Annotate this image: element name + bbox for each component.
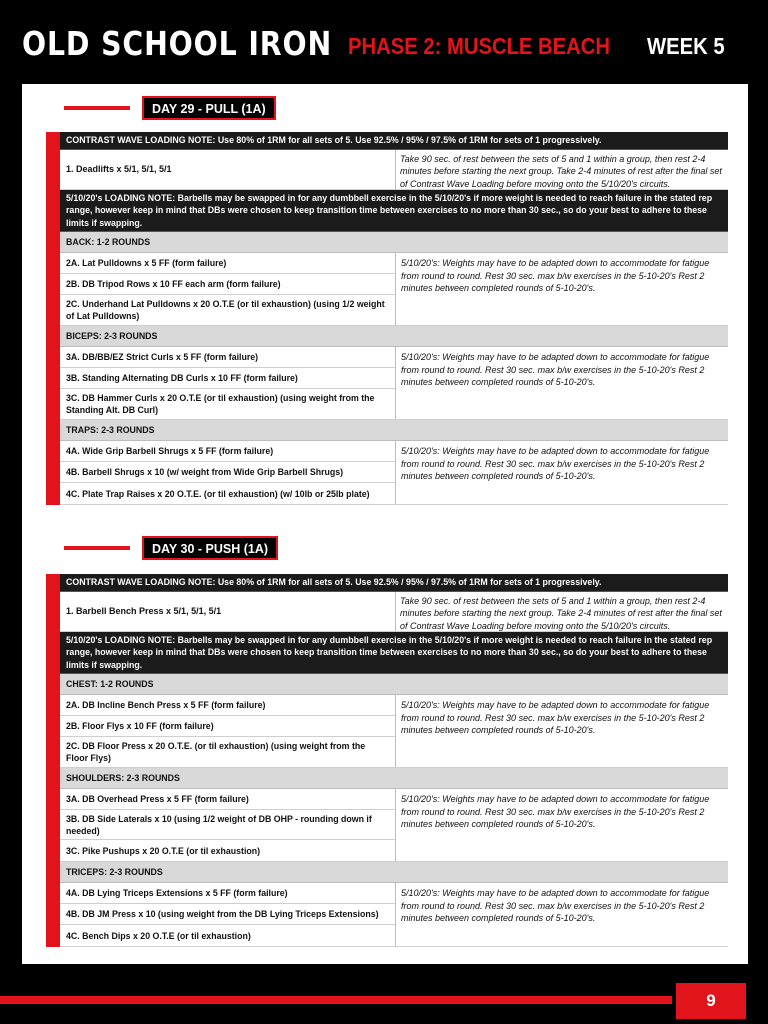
group-heading: TRICEPS: 2-3 ROUNDS xyxy=(60,862,728,883)
day-table xyxy=(46,574,728,947)
loading-note: 5/10/20's LOADING NOTE: Barbells may be swapped in for any dumbbell exercise in the 5/10/20's if more weight is needed to reach failure in the stated rep range, however keep in mind that DBs were chosen to keep transition time between exercises to no more than 30 sec., so do your best to adhere to these limits if swapping. xyxy=(60,190,728,233)
exercise-group xyxy=(60,441,728,505)
round-note: 5/10/20's: Weights may have to be adapted down to accommodate for fatigue from round to round. Rest 30 sec. max b/w exercises in the 5-10-20's Rest 2 minutes between completed rounds of 5-10-20's. xyxy=(401,258,710,293)
footer-bar xyxy=(0,996,672,1004)
exercise-item: 3A. DB/BB/EZ Strict Curls x 5 FF (form failure) xyxy=(60,347,395,368)
main-rest-note: Take 90 sec. of rest between the sets of 5 and 1 within a group, then rest 2-4 minutes before starting the next group. Take 2-4 minutes of rest after the final set of Contrast Wave Loading before moving onto the 5/10/20's circuits. xyxy=(400,153,722,189)
page-number: 9 xyxy=(676,983,746,1019)
main-rest-note: Take 90 sec. of rest between the sets of 5 and 1 within a group, then rest 2-4 minutes before starting the next group. Take 2-4 minutes of rest after the final set of Contrast Wave Loading before moving onto the 5/10/20's circuits. xyxy=(400,595,722,631)
exercise-item: 2C. Underhand Lat Pulldowns x 20 O.T.E (or til exhaustion) (using 1/2 weight of Lat Pulldowns) xyxy=(66,299,385,321)
brand-logo: OLD SCHOOL IRON xyxy=(22,24,333,63)
group-heading: SHOULDERS: 2-3 ROUNDS xyxy=(60,768,728,789)
main-exercise: 1. Deadlifts x 5/1, 5/1, 5/1 xyxy=(60,150,396,189)
exercise-item: 2A. DB Incline Bench Press x 5 FF (form failure) xyxy=(60,695,395,716)
main-exercise-row xyxy=(60,150,728,190)
round-note: 5/10/20's: Weights may have to be adapted down to accommodate for fatigue from round to round. Rest 30 sec. max b/w exercises in the 5-10-20's Rest 2 minutes between completed rounds of 5-10-20's. xyxy=(401,446,710,481)
main-exercise-row xyxy=(60,592,728,632)
group-heading: CHEST: 1-2 ROUNDS xyxy=(60,674,728,695)
exercise-item: 3C. Pike Pushups x 20 O.T.E (or til exhaustion) xyxy=(66,845,261,856)
group-heading: TRAPS: 2-3 ROUNDS xyxy=(60,420,728,441)
exercise-item: 3B. DB Side Laterals x 10 (using 1/2 weight of DB OHP - rounding down if needed) xyxy=(60,810,395,840)
loading-note: 5/10/20's LOADING NOTE: Barbells may be swapped in for any dumbbell exercise in the 5/10/20's if more weight is needed to reach failure in the stated rep range, however keep in mind that DBs were chosen to keep transition time between exercises to no more than 30 sec., so do your best to adhere to these limits if swapping. xyxy=(60,632,728,675)
contrast-note: CONTRAST WAVE LOADING NOTE: Use 80% of 1RM for all sets of 5. Use 92.5% / 95% / 97.5% of 1RM for sets of 1 progressively. xyxy=(60,574,728,592)
round-note: 5/10/20's: Weights may have to be adapted down to accommodate for fatigue from round to round. Rest 30 sec. max b/w exercises in the 5-10-20's Rest 2 minutes between completed rounds of 5-10-20's. xyxy=(401,700,710,735)
round-note: 5/10/20's: Weights may have to be adapted down to accommodate for fatigue from round to round. Rest 30 sec. max b/w exercises in the 5-10-20's Rest 2 minutes between completed rounds of 5-10-20's. xyxy=(401,888,710,923)
exercise-item: 2B. Floor Flys x 10 FF (form failure) xyxy=(60,716,395,737)
day-table xyxy=(46,132,728,505)
day-heading-rule xyxy=(64,546,130,550)
exercise-item: 3C. DB Hammer Curls x 20 O.T.E (or til exhaustion) (using weight from the Standing Alt. DB Curl) xyxy=(66,393,375,415)
day-title: DAY 30 - PUSH (1A) xyxy=(142,536,278,560)
group-heading: BICEPS: 2-3 ROUNDS xyxy=(60,326,728,347)
day-heading-rule xyxy=(64,106,130,110)
exercise-group xyxy=(60,347,728,420)
exercise-item: 4B. Barbell Shrugs x 10 (w/ weight from Wide Grip Barbell Shrugs) xyxy=(60,462,395,483)
exercise-item: 2C. DB Floor Press x 20 O.T.E. (or til exhaustion) (using weight from the Floor Flys) xyxy=(66,741,366,763)
exercise-item: 3B. Standing Alternating DB Curls x 10 FF (form failure) xyxy=(60,368,395,389)
day-title: DAY 29 - PULL (1A) xyxy=(142,96,276,120)
exercise-item: 4A. DB Lying Triceps Extensions x 5 FF (form failure) xyxy=(60,883,395,904)
exercise-group xyxy=(60,883,728,947)
workout-sheet xyxy=(22,84,748,964)
exercise-group xyxy=(60,695,728,768)
exercise-item: 2A. Lat Pulldowns x 5 FF (form failure) xyxy=(60,253,395,274)
contrast-note: CONTRAST WAVE LOADING NOTE: Use 80% of 1RM for all sets of 5. Use 92.5% / 95% / 97.5% of 1RM for sets of 1 progressively. xyxy=(60,132,728,150)
exercise-group xyxy=(60,789,728,862)
exercise-item: 4B. DB JM Press x 10 (using weight from the DB Lying Triceps Extensions) xyxy=(60,904,395,925)
round-note: 5/10/20's: Weights may have to be adapted down to accommodate for fatigue from round to round. Rest 30 sec. max b/w exercises in the 5-10-20's Rest 2 minutes between completed rounds of 5-10-20's. xyxy=(401,352,710,387)
exercise-item: 3A. DB Overhead Press x 5 FF (form failure) xyxy=(60,789,395,810)
exercise-item: 4C. Bench Dips x 20 O.T.E (or til exhaustion) xyxy=(66,930,251,941)
group-heading: BACK: 1-2 ROUNDS xyxy=(60,232,728,253)
exercise-item: 4C. Plate Trap Raises x 20 O.T.E. (or til exhaustion) (w/ 10lb or 25lb plate) xyxy=(66,488,370,499)
phase-title: PHASE 2: MUSCLE BEACH xyxy=(348,33,611,59)
main-exercise: 1. Barbell Bench Press x 5/1, 5/1, 5/1 xyxy=(60,592,396,631)
page-header xyxy=(0,0,768,84)
exercise-item: 2B. DB Tripod Rows x 10 FF each arm (form failure) xyxy=(60,274,395,295)
week-label: WEEK 5 xyxy=(647,33,725,59)
exercise-group xyxy=(60,253,728,326)
exercise-item: 4A. Wide Grip Barbell Shrugs x 5 FF (form failure) xyxy=(60,441,395,462)
round-note: 5/10/20's: Weights may have to be adapted down to accommodate for fatigue from round to round. Rest 30 sec. max b/w exercises in the 5-10-20's Rest 2 minutes between completed rounds of 5-10-20's. xyxy=(401,794,710,829)
